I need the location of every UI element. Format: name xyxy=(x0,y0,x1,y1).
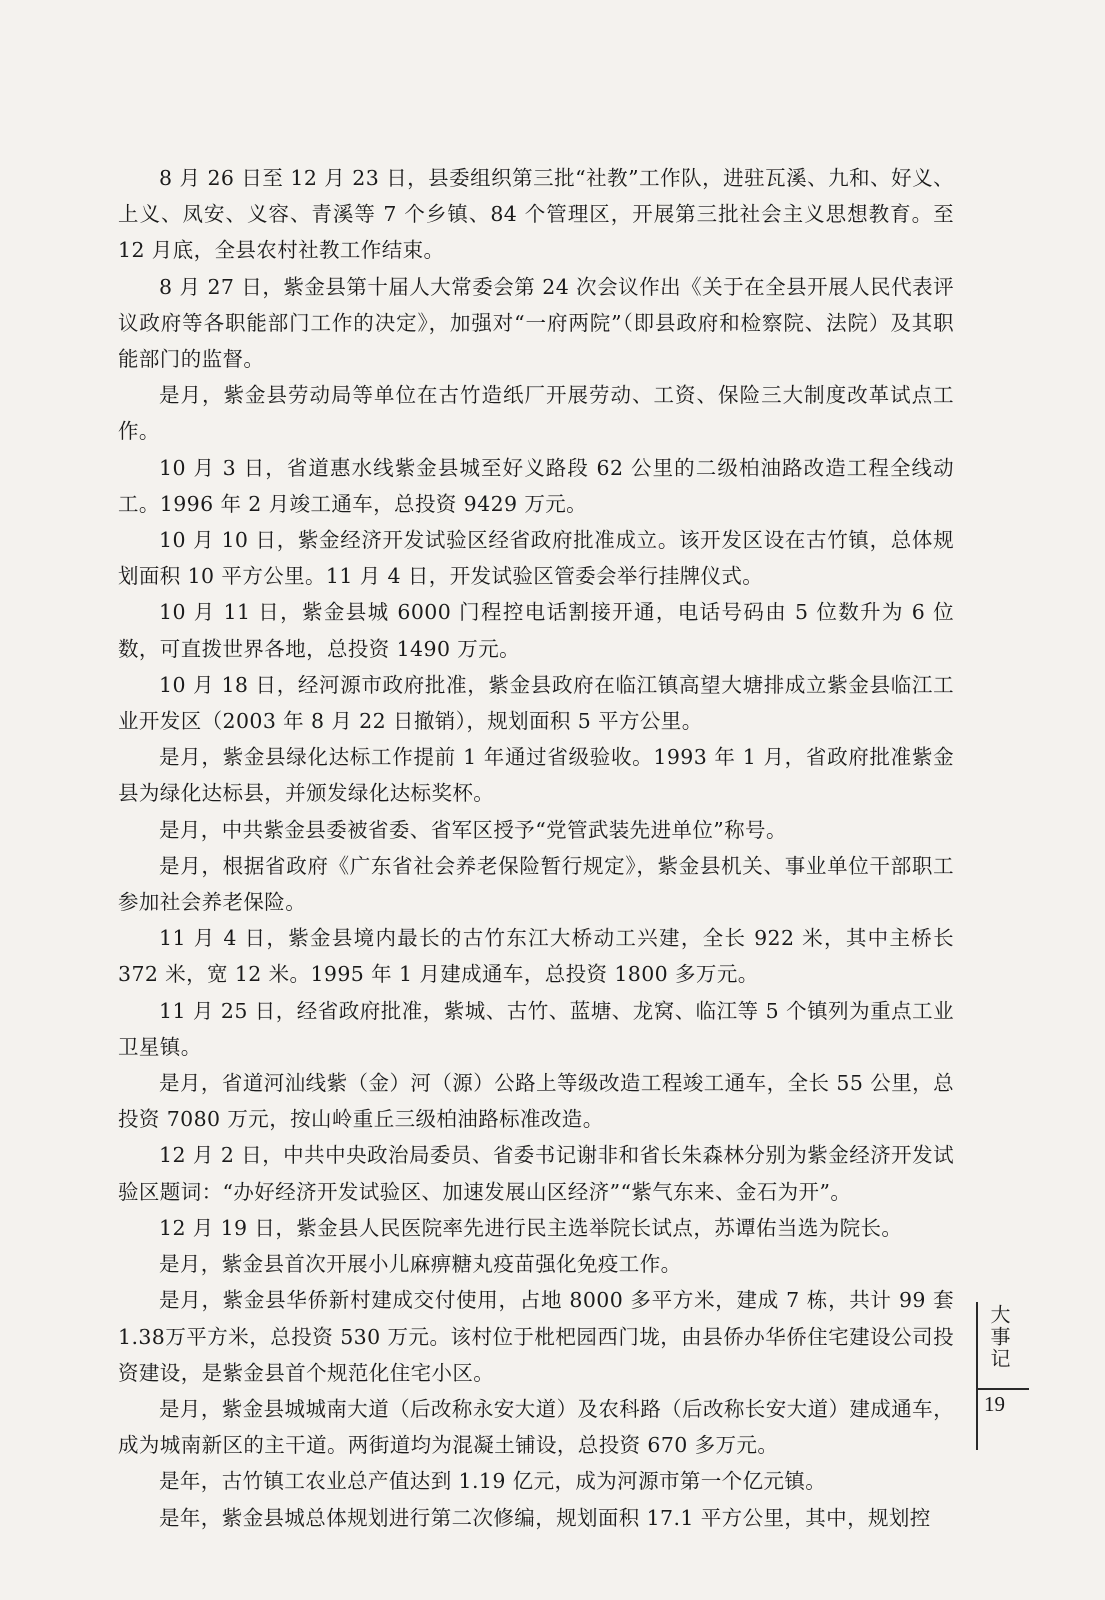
entry-paragraph: 11 月 25 日，经省政府批准，紫城、古竹、蓝塘、龙窝、临江等 5 个镇列为重点工业卫星镇。 xyxy=(118,998,954,1059)
entry-paragraph: 是月，紫金县城城南大道（后改称永安大道）及农科路（后改称长安大道）建成通车，成为城南新区的主干道。两街道均为混凝土铺设，总投资 670 多万元。 xyxy=(118,1396,954,1458)
entry-paragraph: 11 月 4 日，紫金县境内最长的古竹东江大桥动工兴建，全长 922 米，其中主桥长 372 米，宽 12 米。1995 年 1 月建成通车，总投资 1800 多万元。 xyxy=(118,926,954,987)
entry-paragraph: 8 月 26 日至 12 月 23 日，县委组织第三批“社教”工作队，进驻瓦溪、九和、好义、上义、凤安、义容、青溪等 7 个乡镇、84 个管理区，开展第三批社会主义思想教育。至 12 月底，全县农村社教工作结束。 xyxy=(118,166,954,263)
entry-paragraph: 是月，紫金县劳动局等单位在古竹造纸厂开展劳动、工资、保险三大制度改革试点工作。 xyxy=(118,383,954,444)
entry-paragraph: 12 月 19 日，紫金县人民医院率先进行民主选举院长试点，苏谭佑当选为院长。 xyxy=(159,1215,903,1240)
entry-paragraph: 是月，紫金县华侨新村建成交付使用，占地 8000 多平方米，建成 7 栋，共计 99 套 1.38万平方米，总投资 530 万元。该村位于枇杷园西门垅，由县侨办华侨住宅建设公司投资建设，是紫金县首个规范化住宅小区。 xyxy=(118,1288,954,1385)
horizontal-rule xyxy=(977,1388,1029,1390)
entry-paragraph: 是月，紫金县绿化达标工作提前 1 年通过省级验收。1993 年 1 月，省政府批准紫金县为绿化达标县，并颁发绿化达标奖杯。 xyxy=(118,745,954,806)
entry-paragraph: 是月，中共紫金县委被省委、省军区授予“党管武装先进单位”称号。 xyxy=(159,817,787,842)
entry-paragraph: 10 月 18 日，经河源市政府批准，紫金县政府在临江镇高望大塘排成立紫金县临江工业开发区（2003 年 8 月 22 日撤销），规划面积 5 平方公里。 xyxy=(118,672,954,734)
page-number: 19 xyxy=(984,1392,1005,1416)
entry-paragraph: 10 月 10 日，紫金经济开发试验区经省政府批准成立。该开发区设在古竹镇，总体规划面积 10 平方公里。11 月 4 日，开发试验区管委会举行挂牌仪式。 xyxy=(118,528,954,589)
entry-paragraph: 是年，紫金县城总体规划进行第二次修编，规划面积 17.1 平方公里，其中，规划控 xyxy=(159,1505,931,1530)
chronicle-body xyxy=(118,160,954,1536)
section-title: 大事记 xyxy=(987,1304,1011,1370)
entry-paragraph: 是月，省道河汕线紫（金）河（源）公路上等级改造工程竣工通车，全长 55 公里，总投资 7080 万元，按山岭重丘三级柏油路标准改造。 xyxy=(118,1071,954,1132)
entry-paragraph: 8 月 27 日，紫金县第十届人大常委会第 24 次会议作出《关于在全县开展人民代表评议政府等各职能部门工作的决定》，加强对“一府两院”（即县政府和检察院、法院）及其职能部门的监督。 xyxy=(118,274,954,372)
section-marker xyxy=(976,1302,1036,1450)
entry-paragraph: 是月，紫金县首次开展小儿麻痹糖丸疫苗强化免疫工作。 xyxy=(159,1252,682,1277)
entry-paragraph: 10 月 11 日，紫金县城 6000 门程控电话割接开通，电话号码由 5 位数升为 6 位数，可直拨世界各地，总投资 1490 万元。 xyxy=(118,600,954,661)
entry-paragraph: 10 月 3 日，省道惠水线紫金县城至好义路段 62 公里的二级柏油路改造工程全线动工。1996 年 2 月竣工通车，总投资 9429 万元。 xyxy=(118,455,954,516)
entry-paragraph: 是年，古竹镇工农业总产值达到 1.19 亿元，成为河源市第一个亿元镇。 xyxy=(159,1469,827,1494)
entry-paragraph: 是月，根据省政府《广东省社会养老保险暂行规定》，紫金县机关、事业单位干部职工参加社会养老保险。 xyxy=(118,853,954,915)
entry-paragraph: 12 月 2 日，中共中央政治局委员、省委书记谢非和省长朱森林分别为紫金经济开发试验区题词：“办好经济开发试验区、加速发展山区经济”“紫气东来、金石为开”。 xyxy=(118,1143,954,1204)
vertical-rule xyxy=(976,1302,978,1450)
